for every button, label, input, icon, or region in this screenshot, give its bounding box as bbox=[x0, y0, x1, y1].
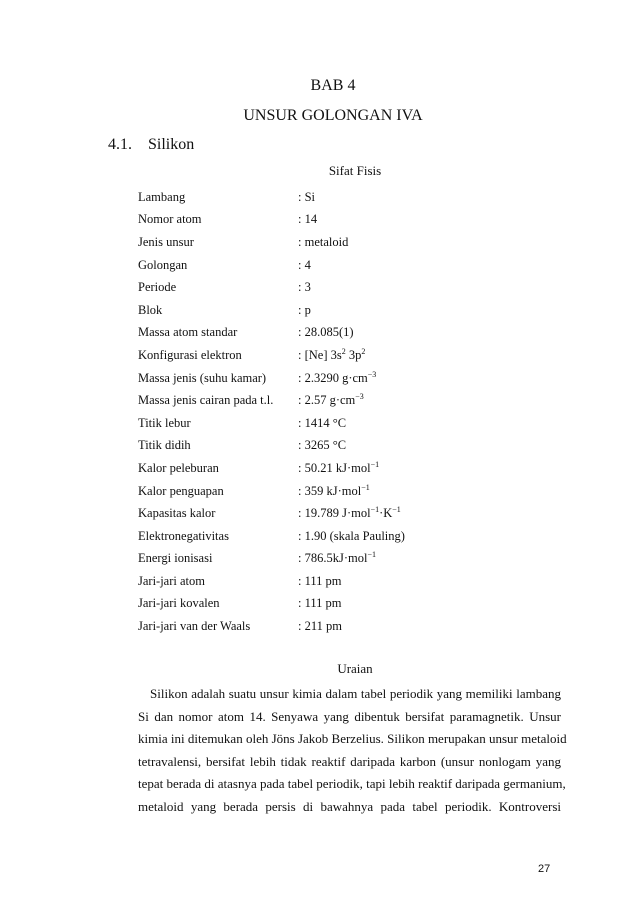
property-value bbox=[298, 574, 342, 589]
property-label: Nomor atom bbox=[138, 212, 202, 227]
property-value bbox=[298, 258, 311, 273]
property-value bbox=[298, 348, 365, 363]
paragraph-line: Si dan nomor atom 14. Senyawa yang dibentuk bersifat paramagnetik. Unsur bbox=[138, 708, 561, 724]
property-row bbox=[138, 231, 405, 254]
property-row bbox=[138, 209, 405, 232]
property-row bbox=[138, 412, 405, 435]
property-label: Kalor peleburan bbox=[138, 460, 219, 475]
property-value-text: : 2.3290 g·cm bbox=[298, 370, 368, 385]
property-value bbox=[298, 303, 311, 318]
section-heading bbox=[108, 136, 194, 154]
property-row bbox=[138, 570, 405, 593]
property-row bbox=[138, 344, 405, 367]
property-value bbox=[298, 529, 405, 544]
property-label: Jari-jari van der Waals bbox=[138, 619, 251, 634]
property-row bbox=[138, 322, 405, 345]
property-row bbox=[138, 435, 405, 458]
chapter-title: UNSUR GOLONGAN IVA bbox=[243, 107, 423, 124]
property-value bbox=[298, 190, 315, 205]
property-value-text: : 14 bbox=[298, 212, 318, 227]
property-value bbox=[298, 235, 348, 250]
property-row bbox=[138, 276, 405, 299]
paragraph-line: kimia ini ditemukan oleh Jöns Jakob Berzelius. Silikon merupakan unsur metaloid bbox=[138, 731, 567, 747]
section-title: Silikon bbox=[148, 136, 195, 153]
property-label: Lambang bbox=[138, 189, 186, 204]
property-value-superscript: −1 bbox=[370, 459, 380, 469]
property-value-text: : 50.21 kJ·mol bbox=[298, 460, 371, 475]
property-value-superscript: 2 bbox=[361, 346, 366, 356]
property-row bbox=[138, 480, 405, 503]
property-label: Titik lebur bbox=[138, 415, 191, 430]
property-value-text: : 786.5kJ·mol bbox=[298, 551, 368, 566]
property-value bbox=[298, 506, 401, 521]
property-value-text: : [Ne] 3s bbox=[298, 347, 342, 362]
property-value bbox=[298, 325, 354, 340]
property-label: Massa jenis cairan pada t.l. bbox=[138, 393, 274, 408]
property-value-unit: ·K bbox=[379, 506, 393, 521]
paragraph-line: Silikon adalah suatu unsur kimia dalam tabel periodik yang memiliki lambang bbox=[150, 686, 561, 701]
property-label: Periode bbox=[138, 280, 177, 295]
property-value-superscript: −1 bbox=[392, 505, 401, 515]
property-value-text: : 19.789 J·mol bbox=[298, 506, 371, 521]
property-label: Blok bbox=[138, 302, 163, 317]
property-label: Titik didih bbox=[138, 438, 191, 453]
property-value-superscript: −1 bbox=[361, 482, 370, 492]
property-value bbox=[298, 619, 342, 634]
property-value bbox=[298, 416, 346, 431]
property-label: Konfigurasi elektron bbox=[138, 347, 242, 362]
property-value bbox=[298, 596, 342, 611]
paragraph-line: tetravalensi, bersifat lebih tidak reaktif daripada karbon (unsur nonlogam yang bbox=[138, 753, 561, 769]
property-row bbox=[138, 548, 405, 571]
property-label: Kalor penguapan bbox=[138, 483, 224, 498]
property-label: Massa atom standar bbox=[138, 325, 238, 340]
property-value-text: : 211 pm bbox=[298, 619, 342, 634]
property-row bbox=[138, 502, 405, 525]
property-value bbox=[298, 438, 346, 453]
property-label: Massa jenis (suhu kamar) bbox=[138, 370, 267, 385]
property-value bbox=[298, 280, 311, 295]
property-row bbox=[138, 254, 405, 277]
property-label: Jari-jari kovalen bbox=[138, 596, 220, 611]
property-row bbox=[138, 593, 405, 616]
property-value-superscript: −1 bbox=[370, 505, 380, 515]
property-label: Energi ionisasi bbox=[138, 551, 213, 566]
property-value-superscript: −3 bbox=[367, 369, 377, 379]
property-row bbox=[138, 525, 405, 548]
property-value-superscript: −3 bbox=[355, 392, 364, 402]
property-value-text: : 111 pm bbox=[298, 596, 342, 611]
property-value-unit: 3p bbox=[345, 347, 362, 362]
description-paragraph bbox=[138, 683, 567, 819]
section-number: 4.1. bbox=[108, 136, 132, 153]
property-value-superscript: −1 bbox=[367, 550, 376, 560]
property-value-text: : 28.085(1) bbox=[298, 325, 354, 340]
description-heading: Uraian bbox=[337, 661, 373, 676]
chapter-label: BAB 4 bbox=[310, 77, 356, 94]
property-value-text: : 3 bbox=[298, 280, 311, 295]
property-value bbox=[298, 212, 317, 227]
property-value bbox=[298, 484, 370, 499]
property-value-superscript: 2 bbox=[341, 346, 346, 356]
properties-table bbox=[138, 186, 405, 638]
property-value-text: : 359 kJ·mol bbox=[298, 483, 362, 498]
property-value-text: : 1.90 (skala Pauling) bbox=[298, 528, 405, 543]
property-value bbox=[298, 371, 376, 386]
property-row bbox=[138, 389, 405, 412]
property-label: Kapasitas kalor bbox=[138, 506, 216, 521]
property-label: Elektronegativitas bbox=[138, 528, 229, 543]
property-value bbox=[298, 461, 379, 476]
properties-heading: Sifat Fisis bbox=[328, 163, 382, 178]
property-value bbox=[298, 393, 364, 408]
paragraph-line: metaloid yang berada persis di bawahnya pada tabel periodik. Kontroversi bbox=[138, 798, 561, 814]
property-value-text: : 4 bbox=[298, 257, 311, 272]
property-row bbox=[138, 367, 405, 390]
property-row bbox=[138, 186, 405, 209]
property-value-text: : 1414 °C bbox=[298, 415, 347, 430]
property-value-text: : 3265 °C bbox=[298, 438, 347, 453]
paragraph-line: tepat berada di atasnya pada tabel periodik, tapi lebih reaktif daripada germanium, bbox=[138, 776, 566, 792]
property-value-text: : metaloid bbox=[298, 234, 349, 249]
property-value bbox=[298, 551, 376, 566]
property-label: Jenis unsur bbox=[138, 234, 194, 249]
property-label: Jari-jari atom bbox=[138, 573, 205, 588]
property-row bbox=[138, 299, 405, 322]
property-row bbox=[138, 615, 405, 638]
property-value-text: : p bbox=[298, 302, 311, 317]
property-label: Golongan bbox=[138, 257, 188, 272]
property-value-text: : Si bbox=[298, 189, 316, 204]
property-value-text: : 2.57 g·cm bbox=[298, 393, 356, 408]
property-row bbox=[138, 457, 405, 480]
property-value-text: : 111 pm bbox=[298, 573, 342, 588]
page-number: 27 bbox=[538, 863, 551, 875]
